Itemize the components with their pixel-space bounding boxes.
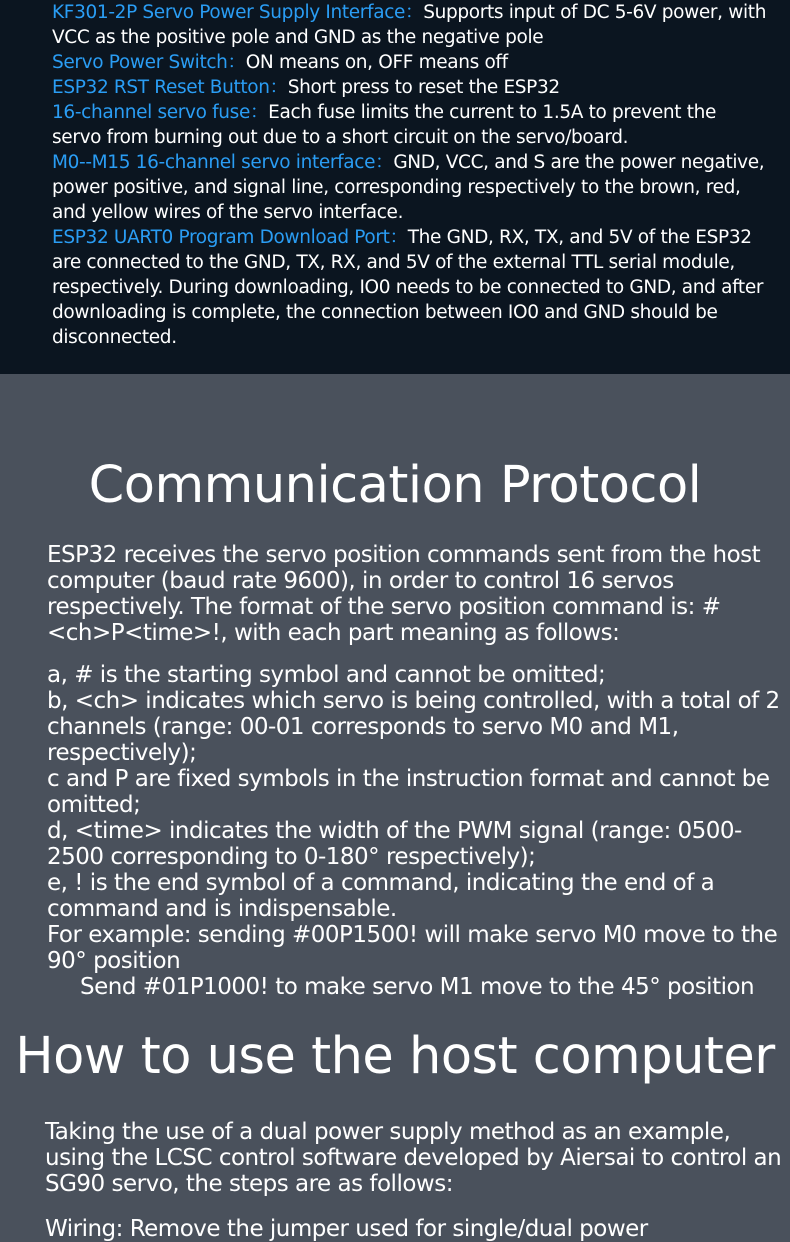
host-heading: How to use the host computer: [15, 1027, 775, 1086]
protocol-item: e, ! is the end symbol of a command, indicating the end of a command and is indispensable.: [47, 870, 715, 922]
host-intro: Taking the use of a dual power supply method as an example, using the LCSC control software developed by Aiersai to control an SG90 servo, the steps are as follows:: [45, 1119, 782, 1197]
interface-item: [52, 150, 768, 225]
interface-item: [52, 0, 768, 50]
interface-title: ESP32 UART0 Program Download Port：: [52, 227, 408, 248]
interface-text: The GND, RX, TX, and 5V of the ESP32 are connected to the GND, TX, RX, and 5V of the external TTL serial module, respectively. During downloading, IO0 needs to be connected to GND, and after downloading is complete, the connection between IO0 and GND should be disconnected.: [52, 227, 764, 348]
interface-item: [52, 100, 768, 150]
protocol-example: Send #01P1000! to make servo M1 move to the 45° position: [80, 974, 755, 1000]
interface-title: 16-channel servo fuse：: [52, 102, 269, 123]
protocol-intro: [47, 542, 782, 646]
protocol-item: d, <time> indicates the width of the PWM signal (range: 0500-2500 corresponding to 0-180° respectively);: [47, 818, 742, 870]
interface-item: [52, 225, 768, 350]
host-section: [45, 1119, 782, 1242]
interface-title: KF301-2P Servo Power Supply Interface：: [52, 2, 424, 23]
protocol-item: a, # is the starting symbol and cannot be omitted;: [47, 662, 606, 688]
interface-title: Servo Power Switch：: [52, 52, 246, 73]
interface-item: [52, 50, 768, 75]
protocol-item: b, <ch> indicates which servo is being controlled, with a total of 2 channels (range: 00-01 corresponds to servo M0 and M1, respectively);: [47, 688, 780, 766]
host-wiring: Wiring: Remove the jumper used for single/dual power: [45, 1216, 648, 1242]
interface-text: Supports input of DC 5-6V power, with VCC as the positive pole and GND as the negative pole: [52, 2, 767, 48]
interface-text: Short press to reset the ESP32: [287, 77, 560, 98]
protocol-item: c and P are fixed symbols in the instruction format and cannot be omitted;: [47, 766, 770, 818]
interface-text: ON means on, OFF means off: [245, 52, 508, 73]
interface-description-panel: [0, 0, 790, 374]
interface-text: Each fuse limits the current to 1.5A to prevent the servo from burning out due to a short circuit on the servo/board.: [52, 102, 717, 148]
interface-text: GND, VCC, and S are the power negative, power positive, and signal line, corresponding respectively to the brown, red, and yellow wires of the servo interface.: [52, 152, 765, 223]
interface-title: ESP32 RST Reset Button：: [52, 77, 288, 98]
protocol-item: For example: sending #00P1500! will make servo M0 move to the 90° position: [47, 922, 778, 974]
protocol-heading: Communication Protocol: [88, 456, 702, 515]
protocol-intro-text: ESP32 receives the servo position commands sent from the host computer (baud rate 9600), in order to control 16 servos respectively. The format of the servo position command is: #<ch>P<time>!, with each part meaning as follows:: [47, 542, 761, 646]
interface-title: M0--M15 16-channel servo interface：: [52, 152, 394, 173]
protocol-items: [47, 662, 782, 1000]
interface-item: [52, 75, 768, 100]
